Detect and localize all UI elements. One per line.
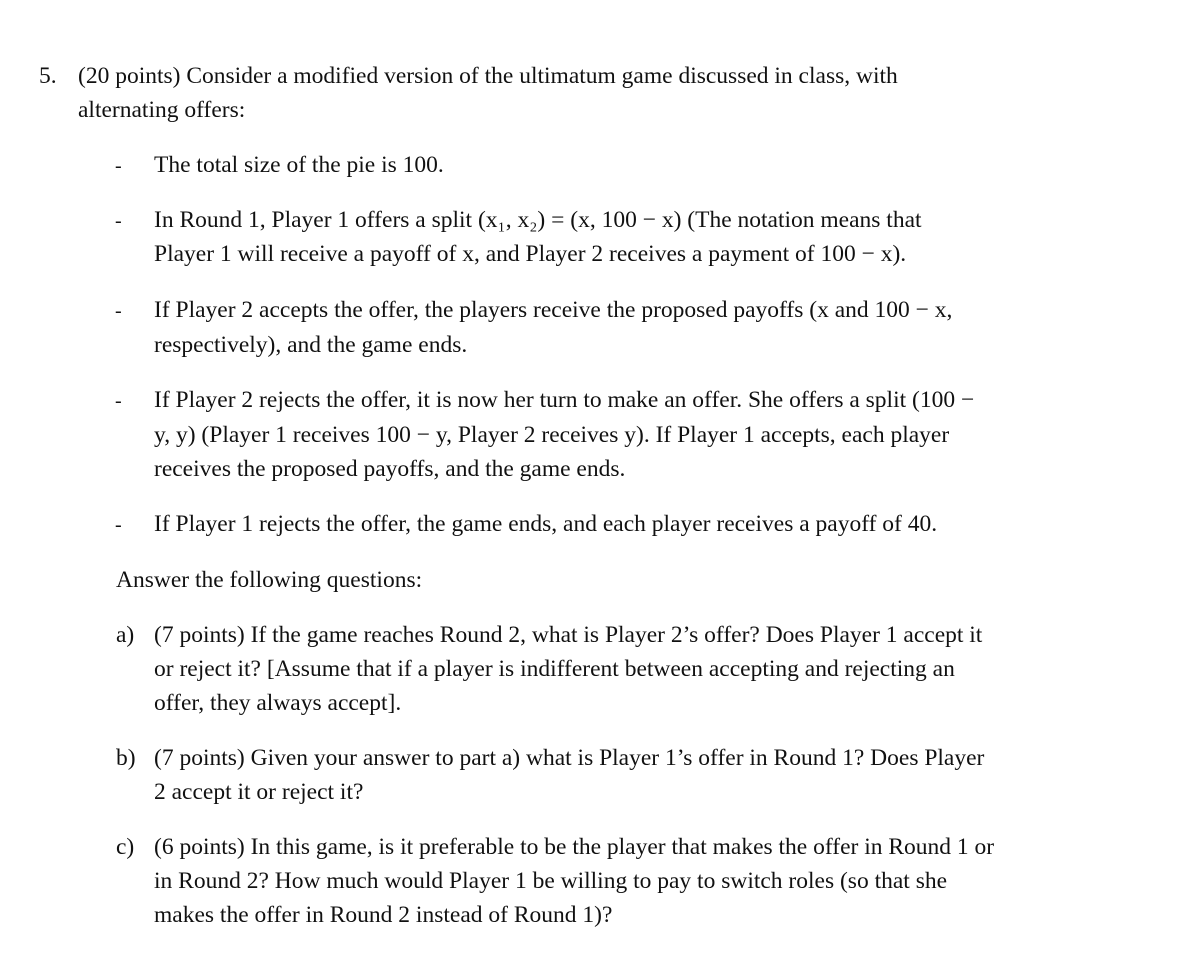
bullet-4-line-1: If Player 2 rejects the offer, it is now her turn to make an offer. She offers a split (100 − — [154, 387, 975, 413]
part-c-line-3: makes the offer in Round 2 instead of Round 1)? — [154, 902, 613, 928]
bullet-3-line-1: If Player 2 accepts the offer, the players receive the proposed payoffs (x and 100 − x, — [154, 297, 953, 323]
part-b-line-2: 2 accept it or reject it? — [154, 779, 364, 805]
bullet-marker: - — [115, 300, 122, 322]
bullet-2-line-2: Player 1 will receive a payoff of x, and Player 2 receives a payment of 100 − x). — [154, 241, 907, 267]
bullet-1-line-1: The total size of the pie is 100. — [154, 152, 444, 178]
part-c-line-2: in Round 2? How much would Player 1 be willing to pay to switch roles (so that she — [154, 868, 948, 894]
question-intro-line-2: alternating offers: — [78, 97, 246, 123]
part-a-label: a) — [116, 622, 135, 648]
part-b-line-1: (7 points) Given your answer to part a) what is Player 1’s offer in Round 1? Does Player — [154, 745, 985, 771]
bullet-4-line-2: y, y) (Player 1 receives 100 − y, Player 2 receives y). If Player 1 accepts, each player — [154, 422, 950, 448]
part-a-line-1: (7 points) If the game reaches Round 2, what is Player 2’s offer? Does Player 1 accept it — [154, 622, 983, 648]
bullet-2-line-1: In Round 1, Player 1 offers a split (x₁, x₂) = (x, 100 − x) (The notation means that — [154, 207, 922, 233]
question-intro-line-1: (20 points) Consider a modified version of the ultimatum game discussed in class, with — [78, 63, 898, 89]
bullet-marker: - — [115, 390, 122, 412]
part-c-line-1: (6 points) In this game, is it preferable to be the player that makes the offer in Round 1 or — [154, 834, 995, 860]
bullet-3-line-2: respectively), and the game ends. — [154, 332, 468, 358]
bullet-5-line-1: If Player 1 rejects the offer, the game ends, and each player receives a payoff of 40. — [154, 511, 938, 537]
bullet-marker: - — [115, 155, 122, 177]
part-a-line-3: offer, they always accept]. — [154, 690, 402, 716]
bullet-marker: - — [115, 514, 122, 536]
part-a-line-2: or reject it? [Assume that if a player is indifferent between accepting and rejecting an — [154, 656, 955, 682]
part-c-label: c) — [116, 834, 135, 860]
answer-prompt: Answer the following questions: — [116, 567, 423, 593]
part-b-label: b) — [116, 745, 136, 771]
bullet-marker: - — [115, 210, 122, 232]
question-number: 5. — [39, 63, 57, 89]
bullet-4-line-3: receives the proposed payoffs, and the game ends. — [154, 456, 626, 482]
